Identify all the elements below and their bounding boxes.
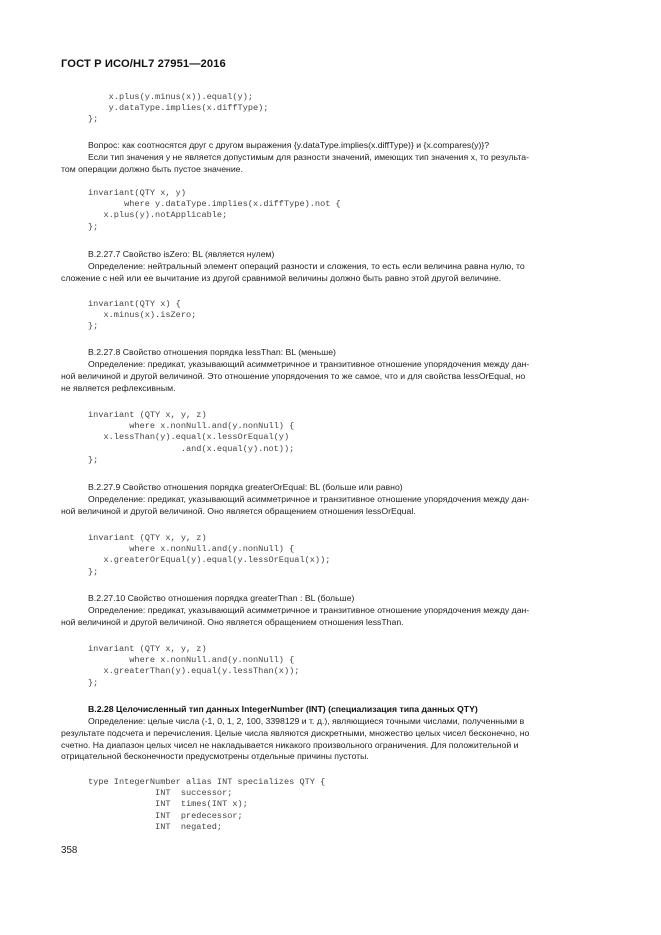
code-block-1: x.plus(y.minus(x)).equal(y); y.dataType.implies(x.diffType); }; <box>88 92 269 125</box>
integernumber-line-3: счетно. На диапазон целых чисел не накладывается никакого произвольного ограничения. Для положительной и <box>61 739 519 750</box>
greaterorequal-line-1: Определение: предикат, указывающий асимметричное и транзитивное отношение упорядочения между дан- <box>88 494 530 504</box>
integernumber-line-1: Определение: целые числа (-1, 0, 1, 2, 100, 3398129 и т. д.), являющиеся точными числами, полученными в <box>88 716 525 726</box>
iszero-definition <box>61 261 596 285</box>
greaterthan-line-2: ной величиной и другой величиной. Оно является обращением отношения lessThan. <box>61 616 404 627</box>
section-heading-lessthan: B.2.27.8 Свойство отношения порядка lessThan: BL (меньше) <box>88 347 336 357</box>
question-line-1: Вопрос: как соотносятся друг с другом выражения {y.dataType.implies(x.diffType)} и {x.compares(y)}? <box>88 140 490 150</box>
question-paragraph <box>61 140 596 175</box>
section-heading-iszero: B.2.27.7 Свойство isZero: BL (является нулем) <box>88 249 275 259</box>
page-number: 358 <box>61 845 78 856</box>
section-heading-integernumber: B.2.28 Целочисленный тип данных IntegerNumber (INT) (специализация типа данных QTY) <box>88 704 478 714</box>
code-block-greaterorequal: invariant (QTY x, y, z) where x.nonNull.and(y.nonNull) { x.greaterOrEqual(y).equal(y.lessOrEqual(x)); }; <box>88 533 331 577</box>
question-line-3: том операции должно быть пустое значение. <box>61 163 243 174</box>
code-block-integernumber: type IntegerNumber alias INT specializes QTY { INT successor; INT times(INT x); INT predecessor; INT negated; <box>88 777 326 832</box>
code-block-lessthan: invariant (QTY x, y, z) where x.nonNull.and(y.nonNull) { x.lessThan(y).equal(x.lessOrEqual(y) .and(x.equal(y).not)); }; <box>88 410 295 465</box>
lessthan-line-3: не является рефлексивным. <box>61 382 176 393</box>
page-header-title: ГОСТ Р ИСО/HL7 27951—2016 <box>61 58 226 70</box>
integernumber-line-2: результате подсчета и перечисления. Целые числа являются дискретными, множество целых чисел бесконечно, но <box>61 727 530 738</box>
greaterthan-definition <box>61 605 596 629</box>
code-block-iszero: invariant(QTY x) { x.minus(x).isZero; }; <box>88 299 197 332</box>
iszero-line-1: Определение: нейтральный элемент операций разности и сложения, то есть если величина равна нулю, то <box>88 261 525 271</box>
section-heading-greaterorequal: B.2.27.9 Свойство отношения порядка greaterOrEqual: BL (больше или равно) <box>88 482 403 492</box>
section-heading-greaterthan: B.2.27.10 Свойство отношения порядка greaterThan : BL (больше) <box>88 593 355 603</box>
integernumber-definition <box>61 716 596 763</box>
iszero-line-2: сложение с ней или ее вычитание из другой сравнимой величины должно быть равно этой другой величине. <box>61 272 502 283</box>
code-block-greaterthan: invariant (QTY x, y, z) where x.nonNull.and(y.nonNull) { x.greaterThan(y).equal(y.lessThan(x)); }; <box>88 644 300 688</box>
lessthan-definition <box>61 359 596 394</box>
lessthan-line-1: Определение: предикат, указывающий асимметричное и транзитивное отношение упорядочения между дан- <box>88 359 530 369</box>
lessthan-line-2: ной величиной и другой величиной. Это отношение упорядочения то же самое, что и для свойства lessOrEqual, но <box>61 370 526 381</box>
greaterorequal-definition <box>61 494 596 518</box>
integernumber-line-4: отрицательной бесконечности предусмотрены отдельные причины пустоты. <box>61 751 369 762</box>
question-line-2: Если тип значения y не является допустимым для разности значений, имеющих тип значения x, то результа- <box>88 151 529 162</box>
code-block-2: invariant(QTY x, y) where y.dataType.implies(x.diffType).not { x.plus(y).notApplicable; }; <box>88 188 341 232</box>
greaterthan-line-1: Определение: предикат, указывающий асимметричное и транзитивное отношение упорядочения между дан- <box>88 605 530 615</box>
greaterorequal-line-2: ной величиной и другой величиной. Оно является обращением отношения lessOrEqual. <box>61 505 416 516</box>
